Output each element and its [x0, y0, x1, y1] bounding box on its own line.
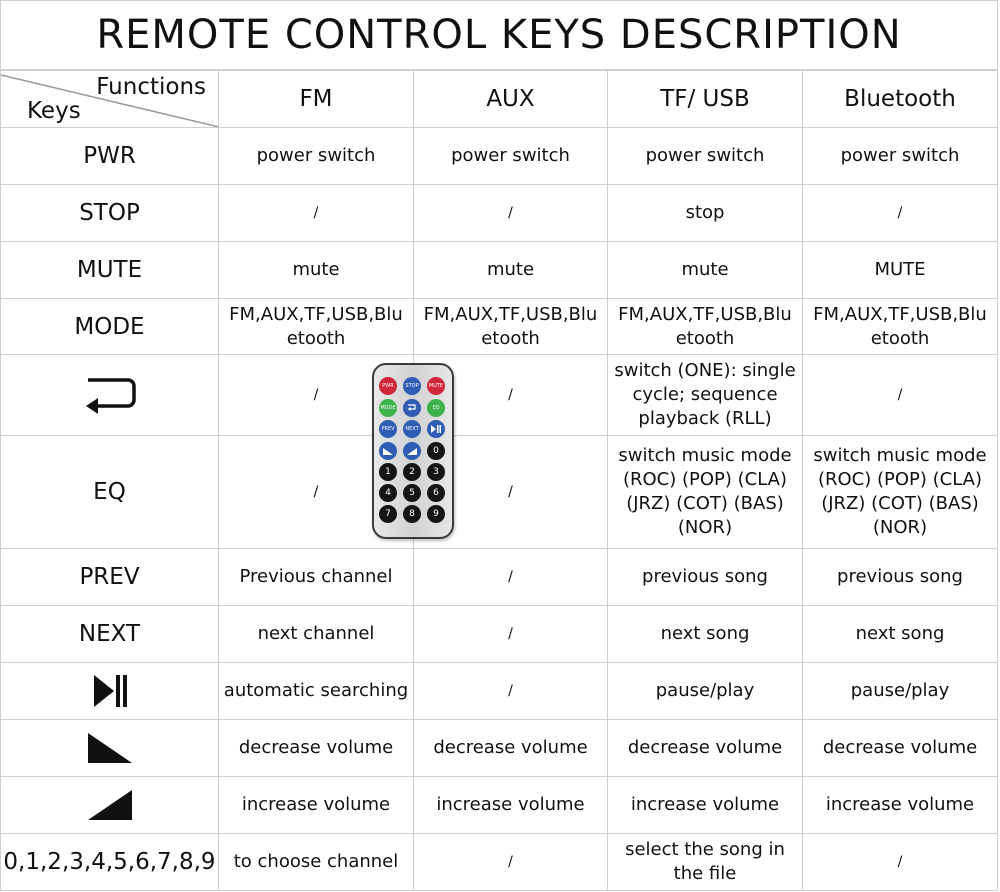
remote-mute-button: MUTE — [427, 377, 445, 395]
column-header-tf-usb: TF/ USB — [608, 71, 803, 128]
bluetooth-cell: / — [803, 355, 998, 436]
column-header-aux: AUX — [414, 71, 608, 128]
remote-eq-button: EQ — [427, 399, 445, 417]
key-cell-eq: EQ — [1, 436, 219, 549]
remote-digit-5: 5 — [403, 484, 421, 502]
key-cell-pwr: PWR — [1, 128, 219, 185]
bluetooth-cell: / — [803, 185, 998, 242]
tf-usb-cell: next song — [608, 606, 803, 663]
volume-up-icon — [407, 448, 417, 455]
bluetooth-cell: switch music mode (ROC) (POP) (CLA) (JRZ) (COT) (BAS) (NOR) — [803, 436, 998, 549]
volume-down-icon — [86, 731, 134, 765]
key-cell-next: NEXT — [1, 606, 219, 663]
table-row — [1, 549, 998, 606]
column-header-fm: FM — [219, 71, 414, 128]
volume-up-icon — [86, 788, 134, 822]
bluetooth-cell: FM,AUX,TF,USB,Blu etooth — [803, 299, 998, 355]
table-row — [1, 663, 998, 720]
aux-cell: / — [414, 436, 608, 549]
bluetooth-cell: next song — [803, 606, 998, 663]
remote-volume-down-button — [379, 442, 397, 460]
table-row — [1, 242, 998, 299]
remote-pwr-button: PWR — [379, 377, 397, 395]
aux-cell: / — [414, 185, 608, 242]
tf-usb-cell: switch (ONE): single cycle; sequence playback (RLL) — [608, 355, 803, 436]
volume-down-icon — [383, 448, 393, 455]
header-row — [1, 71, 998, 128]
remote-digit-6: 6 — [427, 484, 445, 502]
page-title: REMOTE CONTROL KEYS DESCRIPTION — [0, 0, 998, 70]
remote-digit-8: 8 — [403, 505, 421, 523]
remote-digit-7: 7 — [379, 505, 397, 523]
table-row — [1, 355, 998, 436]
key-cell-mode: MODE — [1, 299, 219, 355]
return-arrow-icon — [407, 404, 417, 412]
play-pause-icon — [431, 425, 441, 433]
table-row — [1, 720, 998, 777]
bluetooth-cell: pause/play — [803, 663, 998, 720]
fm-cell: FM,AUX,TF,USB,Blu etooth — [219, 299, 414, 355]
table-row — [1, 777, 998, 834]
aux-cell: power switch — [414, 128, 608, 185]
tf-usb-cell: pause/play — [608, 663, 803, 720]
remote-volume-up-button — [403, 442, 421, 460]
tf-usb-cell: select the song in the file — [608, 834, 803, 891]
fm-cell: Previous channel — [219, 549, 414, 606]
remote-digit-0: 0 — [427, 442, 445, 460]
column-header-bluetooth: Bluetooth — [803, 71, 998, 128]
key-cell-repeat — [1, 355, 219, 436]
aux-cell: / — [414, 549, 608, 606]
table-row — [1, 834, 998, 891]
tf-usb-cell: power switch — [608, 128, 803, 185]
tf-usb-cell: stop — [608, 185, 803, 242]
bluetooth-cell: MUTE — [803, 242, 998, 299]
tf-usb-cell: switch music mode (ROC) (POP) (CLA) (JRZ) (COT) (BAS) (NOR) — [608, 436, 803, 549]
aux-cell: / — [414, 834, 608, 891]
tf-usb-cell: increase volume — [608, 777, 803, 834]
fm-cell: next channel — [219, 606, 414, 663]
fm-cell: mute — [219, 242, 414, 299]
aux-cell: FM,AUX,TF,USB,Blu etooth — [414, 299, 608, 355]
tf-usb-cell: FM,AUX,TF,USB,Blu etooth — [608, 299, 803, 355]
key-cell-stop: STOP — [1, 185, 219, 242]
key-cell-volume-up — [1, 777, 219, 834]
remote-stop-button: STOP — [403, 377, 421, 395]
header-corner-cell — [1, 71, 219, 128]
table-row — [1, 299, 998, 355]
bluetooth-cell: increase volume — [803, 777, 998, 834]
fm-cell: decrease volume — [219, 720, 414, 777]
fm-cell: increase volume — [219, 777, 414, 834]
bluetooth-cell: / — [803, 834, 998, 891]
aux-cell: / — [414, 355, 608, 436]
fm-cell: / — [219, 355, 414, 436]
fm-cell: to choose channel — [219, 834, 414, 891]
keys-header-label: Keys — [27, 98, 81, 124]
key-cell-play-pause — [1, 663, 219, 720]
key-cell-volume-down — [1, 720, 219, 777]
remote-digit-9: 9 — [427, 505, 445, 523]
fm-cell: automatic searching — [219, 663, 414, 720]
keys-table — [0, 70, 998, 891]
remote-mode-button: MODE — [379, 399, 397, 417]
fm-cell: / — [219, 185, 414, 242]
remote-digit-3: 3 — [427, 463, 445, 481]
remote-control-image — [372, 363, 454, 539]
tf-usb-cell: previous song — [608, 549, 803, 606]
remote-digit-1: 1 — [379, 463, 397, 481]
table-row — [1, 436, 998, 549]
remote-prev-button: PREV — [379, 420, 397, 438]
bluetooth-cell: previous song — [803, 549, 998, 606]
aux-cell: / — [414, 606, 608, 663]
key-cell-mute: MUTE — [1, 242, 219, 299]
return-arrow-icon — [82, 374, 138, 416]
remote-digit-2: 2 — [403, 463, 421, 481]
aux-cell: mute — [414, 242, 608, 299]
aux-cell: decrease volume — [414, 720, 608, 777]
table-row — [1, 185, 998, 242]
aux-cell: increase volume — [414, 777, 608, 834]
bluetooth-cell: power switch — [803, 128, 998, 185]
table-row — [1, 606, 998, 663]
bluetooth-cell: decrease volume — [803, 720, 998, 777]
functions-header-label: Functions — [96, 74, 206, 100]
tf-usb-cell: decrease volume — [608, 720, 803, 777]
remote-digit-4: 4 — [379, 484, 397, 502]
key-cell-prev: PREV — [1, 549, 219, 606]
tf-usb-cell: mute — [608, 242, 803, 299]
table-row — [1, 128, 998, 185]
aux-cell: / — [414, 663, 608, 720]
remote-repeat-button — [403, 399, 421, 417]
play-pause-icon — [90, 671, 130, 711]
key-cell-digits: 0,1,2,3,4,5,6,7,8,9 — [1, 834, 219, 891]
fm-cell: / — [219, 436, 414, 549]
remote-next-button: NEXT — [403, 420, 421, 438]
remote-play-pause-button — [427, 420, 445, 438]
fm-cell: power switch — [219, 128, 414, 185]
